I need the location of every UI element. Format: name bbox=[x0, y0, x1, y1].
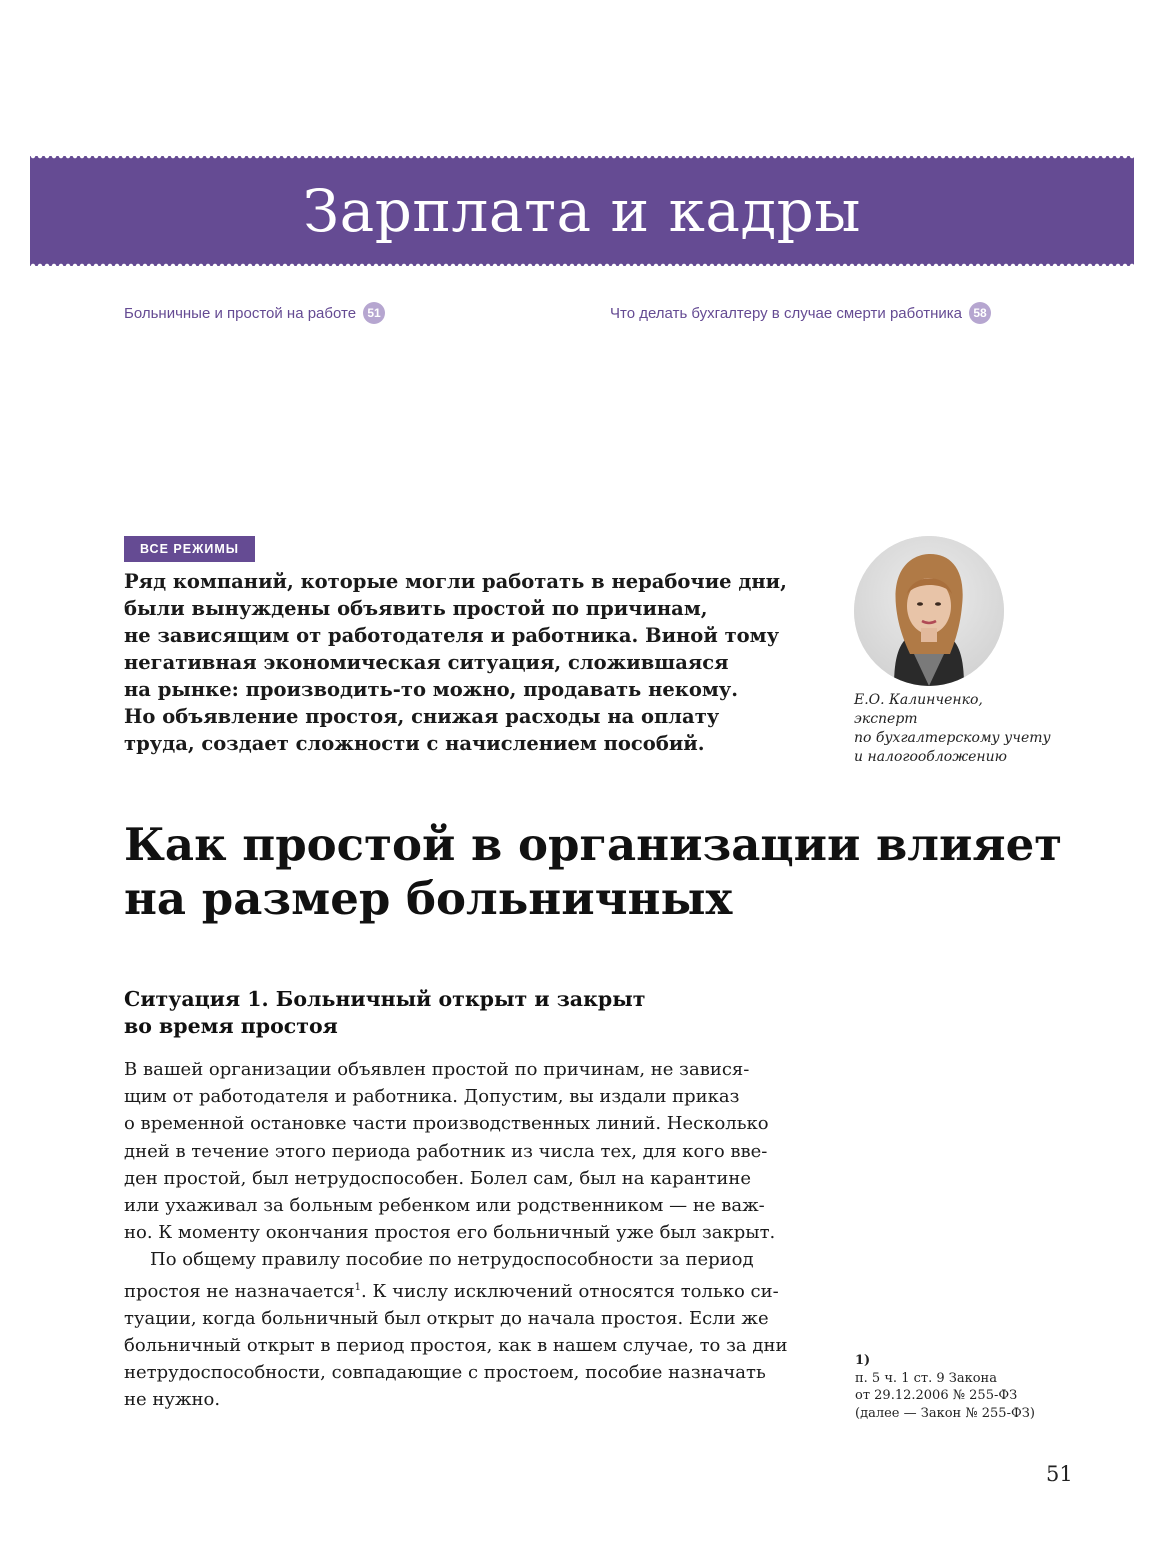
lead-line: на рынке: производить-то можно, продавать некому. bbox=[124, 678, 739, 701]
author-role-line: эксперт bbox=[854, 711, 918, 727]
body-line: ден простой, был нетрудоспособен. Болел сам, был на карантине bbox=[124, 1167, 752, 1189]
tax-regime-tag: ВСЕ РЕЖИМЫ bbox=[124, 536, 255, 562]
footnote bbox=[855, 1352, 1035, 1422]
body-line: дней в течение этого периода работник из числа тех, для кого вве- bbox=[124, 1140, 768, 1162]
page-number: 51 bbox=[1046, 1462, 1073, 1486]
body-text: простоя не назначается bbox=[124, 1280, 355, 1302]
section-banner bbox=[30, 156, 1134, 266]
author-role-line: и налогообложению bbox=[854, 749, 1007, 765]
footnote-number: 1) bbox=[855, 1353, 871, 1368]
lead-line: были вынуждены объявить простой по причинам, bbox=[124, 597, 708, 620]
headline-line: Как простой в организации влияет bbox=[124, 818, 1063, 871]
footnote-line: от 29.12.2006 № 255-ФЗ bbox=[855, 1388, 1018, 1403]
footnote-line bbox=[855, 1352, 1035, 1387]
lead-line: Но объявление простоя, снижая расходы на оплату bbox=[124, 705, 720, 728]
subhead-line: Ситуация 1. Больничный открыт и закрыт bbox=[124, 987, 646, 1011]
lead-paragraph bbox=[124, 568, 824, 757]
article-body bbox=[124, 1056, 804, 1414]
toc-link-label: Что делать бухгалтеру в случае смерти работника bbox=[610, 304, 963, 322]
body-line: но. К моменту окончания простоя его больничный уже был закрыт. bbox=[124, 1222, 776, 1244]
toc-page-badge: 58 bbox=[969, 302, 991, 324]
body-line: больничный открыт в период простоя, как в нашем случае, то за дни bbox=[124, 1335, 788, 1357]
footnote-line: (далее — Закон № 255-ФЗ) bbox=[855, 1405, 1035, 1421]
footnote-text: п. 5 ч. 1 ст. 9 Закона bbox=[855, 1370, 997, 1386]
body-line: По общему правилу пособие по нетрудоспособности за период bbox=[150, 1249, 754, 1271]
subhead-line: во время простоя bbox=[124, 1014, 338, 1038]
toc-link-label: Больничные и простой на работе bbox=[124, 304, 357, 322]
body-line: о временной остановке части производственных линий. Несколько bbox=[124, 1113, 769, 1135]
author-caption bbox=[854, 691, 1051, 767]
author-role-line: по бухгалтерскому учету bbox=[854, 730, 1051, 746]
body-line: не нужно. bbox=[124, 1389, 221, 1411]
lead-line: не зависящим от работодателя и работника. Виной тому bbox=[124, 624, 780, 647]
article-headline bbox=[124, 818, 1062, 926]
toc-link-employee-death[interactable] bbox=[610, 302, 991, 324]
body-line: щим от работодателя и работника. Допустим, вы издали приказ bbox=[124, 1086, 740, 1108]
body-line: нетрудоспособности, совпадающие с простоем, пособие назначать bbox=[124, 1362, 766, 1384]
lead-line: труда, создает сложности с начислением пособий. bbox=[124, 732, 705, 755]
footnote-reference[interactable]: 1 bbox=[354, 1281, 362, 1293]
lead-line: негативная экономическая ситуация, сложившаяся bbox=[124, 651, 729, 674]
toc-page-badge: 51 bbox=[363, 302, 385, 324]
body-line: В вашей организации объявлен простой по причинам, не завися- bbox=[124, 1059, 750, 1080]
author-name: Е.О. Калинченко, bbox=[854, 692, 983, 708]
body-line bbox=[124, 1274, 804, 1305]
body-line: или ухаживал за больным ребенком или родственником — не важ- bbox=[124, 1195, 765, 1217]
section-title: Зарплата и кадры bbox=[303, 177, 861, 245]
section-subheading bbox=[124, 986, 645, 1040]
toc-link-sick-leave[interactable] bbox=[124, 302, 385, 324]
body-text: . К числу исключений относятся только си- bbox=[361, 1280, 779, 1302]
body-line: туации, когда больничный был открыт до начала простоя. Если же bbox=[124, 1307, 769, 1329]
author-photo bbox=[854, 536, 1004, 686]
author-portrait-icon bbox=[854, 536, 1004, 686]
lead-line: Ряд компаний, которые могли работать в нерабочие дни, bbox=[124, 570, 787, 593]
headline-line: на размер больничных bbox=[124, 872, 733, 925]
